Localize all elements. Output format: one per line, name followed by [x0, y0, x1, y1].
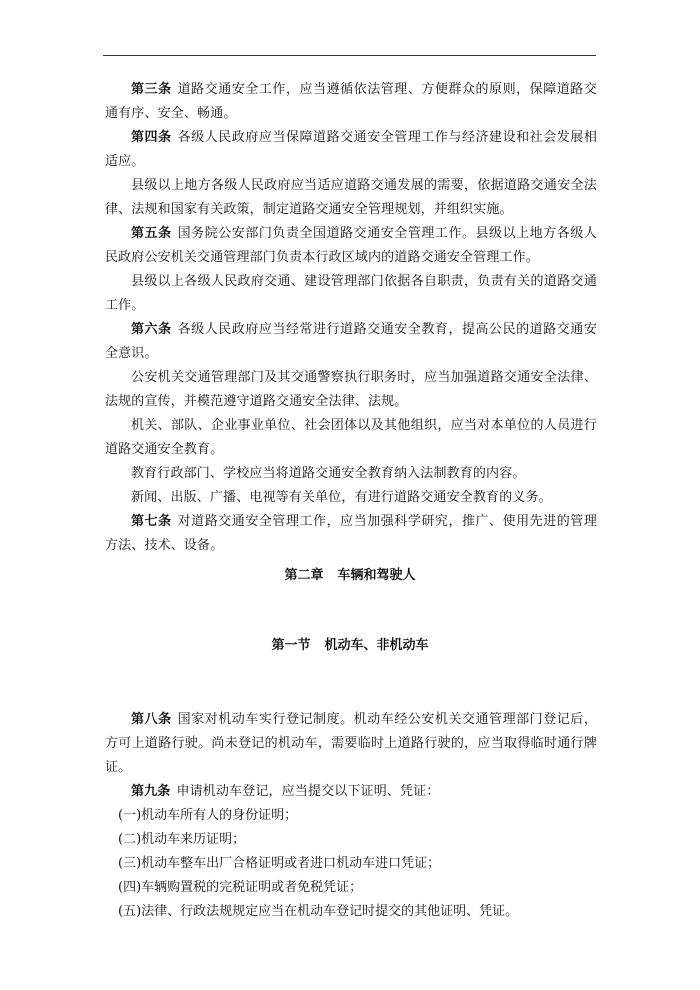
article-5: [105, 222, 597, 270]
article-text: 新闻、出版、广播、电视等有关单位，有进行道路交通安全教育的义务。: [131, 490, 552, 505]
article-6-para-4: [105, 462, 597, 486]
article-number: 第八条: [131, 712, 172, 727]
article-6: [105, 318, 597, 366]
list-item: (二)机动车来历证明；: [118, 832, 246, 847]
list-item: (四)车辆购置税的完税证明或者免税凭证；: [118, 880, 363, 895]
chapter-name: 车辆和驾驶人: [337, 568, 416, 583]
article-text: 申请机动车登记，应当提交以下证明、凭证：: [176, 784, 440, 799]
article-number: 第三条: [131, 82, 172, 97]
article-text: 国务院公安部门负责全国道路交通安全管理工作。县级以上地方各级人民政府公安机关交通管理部门负责本行政区域内的道路交通安全管理工作。: [105, 226, 597, 265]
article-9: [105, 780, 597, 804]
section-name: 机动车、非机动车: [324, 638, 429, 653]
article-5-para-2: [105, 270, 597, 318]
article-number: 第七条: [131, 514, 172, 529]
article-text: 道路交通安全工作，应当遵循依法管理、方便群众的原则，保障道路交通有序、安全、畅通。: [105, 82, 597, 121]
article-number: 第四条: [131, 130, 172, 145]
list-item: (五)法律、行政法规规定应当在机动车登记时提交的其他证明、凭证。: [118, 904, 519, 919]
article-3: [105, 78, 597, 126]
article-8: [105, 708, 597, 780]
article-text: 公安机关交通管理部门及其交通警察执行职务时，应当加强道路交通安全法律、法规的宣传，并模范遵守道路交通安全法律、法规。: [105, 370, 597, 409]
article-text: 国家对机动车实行登记制度。机动车经公安机关交通管理部门登记后，方可上道路行驶。尚未登记的机动车，需要临时上道路行驶的，应当取得临时通行牌证。: [105, 712, 597, 775]
section-number: 第一节: [271, 638, 311, 653]
chapter-number: 第二章: [284, 568, 324, 583]
article-number: 第五条: [131, 226, 172, 241]
section-heading: [0, 636, 700, 656]
article-6-para-2: [105, 366, 597, 414]
article-text: 机关、部队、企业事业单位、社会团体以及其他组织，应当对本单位的人员进行道路交通安全教育。: [105, 418, 597, 457]
header-rule: [103, 55, 596, 56]
article-7: [105, 510, 597, 558]
chapter-heading: [0, 566, 700, 586]
article-text: 对道路交通安全管理工作，应当加强科学研究，推广、使用先进的管理方法、技术、设备。: [105, 514, 597, 553]
article-text: 县级以上地方各级人民政府应当适应道路交通发展的需要，依据道路交通安全法律、法规和国家有关政策，制定道路交通安全管理规划，并组织实施。: [105, 178, 597, 217]
article-4-para-2: [105, 174, 597, 222]
article-text: 各级人民政府应当经常进行道路交通安全教育，提高公民的道路交通安全意识。: [105, 322, 597, 361]
article-4: [105, 126, 597, 174]
article-6-para-3: [105, 414, 597, 462]
article-text: 教育行政部门、学校应当将道路交通安全教育纳入法制教育的内容。: [131, 466, 526, 481]
article-number: 第九条: [131, 784, 171, 799]
list-item: (三)机动车整车出厂合格证明或者进口机动车进口凭证；: [118, 856, 441, 871]
article-number: 第六条: [131, 322, 172, 337]
list-item: (一)机动车所有人的身份证明；: [118, 808, 298, 823]
article-text: 各级人民政府应当保障道路交通安全管理工作与经济建设和社会发展相适应。: [105, 130, 597, 169]
lower-text-block: [105, 708, 597, 924]
article-text: 县级以上各级人民政府交通、建设管理部门依据各自职责，负责有关的道路交通工作。: [105, 274, 597, 313]
article-6-para-5: [105, 486, 597, 510]
upper-text-block: [105, 78, 597, 558]
